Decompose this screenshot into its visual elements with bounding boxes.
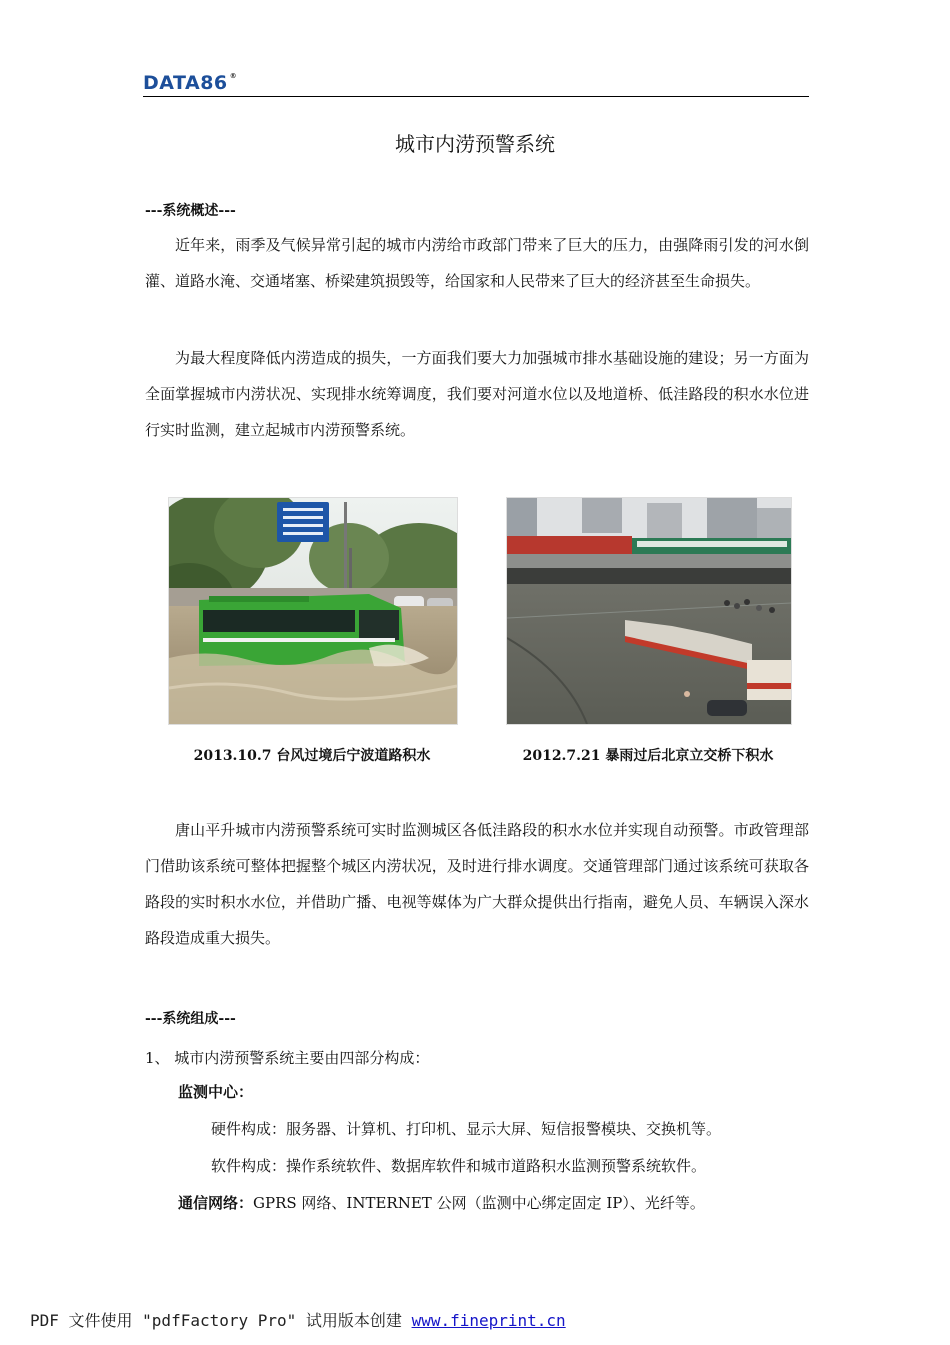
beijing-flood-photo [506,497,792,725]
overview-paragraph-2: 为最大程度降低内涝造成的损失，一方面我们要大力加强城市排水基础设施的建设；另一方面为全面掌握城市内涝状况、实现排水统筹调度，我们要对河道水位以及地道桥、低洼路段的积水水位进行实时监测，建立起城市内涝预警系统。 [145,349,809,439]
network-line [178,1192,705,1213]
page-title: 城市内涝预警系统 [395,132,555,156]
photo-caption-2: 2012.7.21 暴雨过后北京立交桥下积水 [522,748,774,764]
company-logo [143,72,237,94]
ningbo-flood-photo [168,497,458,725]
footer-text: PDF 文件使用 "pdfFactory Pro" 试用版本创建 [30,1311,412,1330]
photo-caption-1: 2013.10.7 台风过境后宁波道路积水 [193,748,431,764]
software-line: 软件构成：操作系统软件、数据库软件和城市道路积水监测预警系统软件。 [211,1157,707,1175]
monitor-center-label: 监测中心： [178,1083,254,1101]
overview-heading: ---系统概述--- [145,203,236,219]
system-description: 唐山平升城市内涝预警系统可实时监测城区各低洼路段的积水水位并实现自动预警。市政管理部门借助该系统可整体把握整个城区内涝状况，及时进行排水调度。交通管理部门通过该系统可获取各路段的实时积水水位，并借助广播、电视等媒体为广大群众提供出行指南，避免人员、车辆误入深水路段造成重大损失。 [145,821,809,947]
logo-text: DATA86 [143,72,228,94]
composition-item-1: 1、 城市内涝预警系统主要由四部分构成： [145,1049,430,1067]
fineprint-link[interactable]: www.fineprint.cn [411,1311,566,1330]
network-text: GPRS 网络、INTERNET 公网（监测中心绑定固定 IP）、光纤等。 [253,1194,705,1212]
overview-paragraph-1: 近年来，雨季及气候异常引起的城市内涝给市政部门带来了巨大的压力，由强降雨引发的河水倒灌、道路水淹、交通堵塞、桥梁建筑损毁等，给国家和人民带来了巨大的经济甚至生命损失。 [145,236,809,290]
header-divider [143,96,809,97]
registered-mark: ® [229,72,238,80]
hardware-line: 硬件构成：服务器、计算机、打印机、显示大屏、短信报警模块、交换机等。 [211,1120,722,1138]
composition-heading: ---系统组成--- [145,1011,236,1027]
pdf-footer [30,1308,566,1331]
network-label: 通信网络： [178,1194,254,1212]
